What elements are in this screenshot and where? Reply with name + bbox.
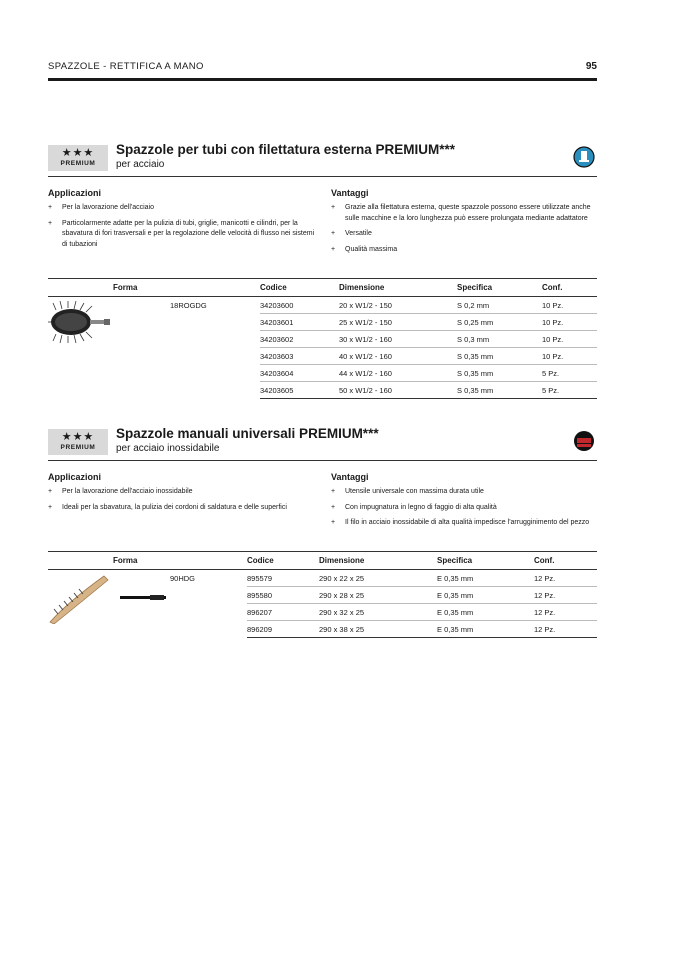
list-item: + Utensile universale con massima durata utile: [331, 487, 601, 498]
header-title: SPAZZOLE - RETTIFICA A MANO: [48, 61, 204, 72]
product-section-hand-brushes: [48, 424, 597, 644]
premium-badge: ★★★ PREMIUM: [48, 429, 108, 455]
table-row: 896209 290 x 38 x 25 E 0,35 mm 12 Pz.: [48, 621, 597, 638]
pipe-material-icon: [573, 146, 595, 168]
section-title: Spazzole per tubi con filettatura esterna PREMIUM***: [116, 142, 456, 157]
table-row: 90HDG 895579 290 x 22 x 25 E 0,35 mm 12 Pz.: [48, 570, 597, 587]
pipe-brush-image: [48, 300, 112, 344]
table-row: 34203605 50 x W1/2 - 160 S 0,35 mm 5 Pz.: [48, 382, 597, 399]
col-header-specifica: Specifica: [457, 279, 542, 297]
header-rule: [48, 78, 597, 81]
list-item: + Grazie alla filettatura esterna, queste spazzole possono essere utilizzate anche sulle macchine e la loro lunghezza può essere prolungata mediante adattatore: [331, 203, 601, 224]
inox-material-icon: [573, 430, 595, 452]
vantaggi-block: [331, 472, 601, 534]
list-item: + Con impugnatura in legno di faggio di alta qualità: [331, 503, 601, 514]
table-row: 34203602 30 x W1/2 - 160 S 0,3 mm 10 Pz.: [48, 331, 597, 348]
col-header-conf: Conf.: [542, 279, 597, 297]
section-rule: [48, 460, 597, 461]
list-item: + Particolarmente adatte per la pulizia di tubi, griglie, manicotti e cilindri, per la sbavatura di fori trasversali e per la regolazione delle velocità di flusso nei sistemi di tubazioni: [48, 219, 318, 251]
list-item: + Per la lavorazione dell'acciaio: [48, 203, 318, 214]
section-subtitle: per acciaio: [116, 159, 165, 170]
stars-icon: ★★★: [61, 431, 95, 443]
list-item: + Qualità massima: [331, 245, 601, 256]
section-rule: [48, 176, 597, 177]
model-code: 18ROGDG: [170, 301, 207, 310]
table-row: 896207 290 x 32 x 25 E 0,35 mm 12 Pz.: [48, 604, 597, 621]
vantaggi-title: Vantaggi: [331, 472, 369, 482]
product-table: [48, 551, 597, 638]
section-title: Spazzole manuali universali PREMIUM***: [116, 426, 379, 441]
applicazioni-title: Applicazioni: [48, 472, 102, 482]
stars-icon: ★★★: [61, 147, 95, 159]
col-header-forma: Forma: [48, 552, 247, 570]
product-table: [48, 278, 597, 399]
col-header-forma: Forma: [48, 279, 260, 297]
col-header-specifica: Specifica: [437, 552, 534, 570]
vantaggi-block: [331, 188, 601, 260]
applicazioni-title: Applicazioni: [48, 188, 102, 198]
product-section-pipe-brushes: [48, 140, 597, 400]
table-row: 895580 290 x 28 x 25 E 0,35 mm 12 Pz.: [48, 587, 597, 604]
vantaggi-title: Vantaggi: [331, 188, 369, 198]
table-row: 34203603 40 x W1/2 - 160 S 0,35 mm 10 Pz.: [48, 348, 597, 365]
list-item: + Ideali per la sbavatura, la pulizia dei cordoni di saldatura e delle superfici: [48, 503, 318, 514]
premium-badge: ★★★ PREMIUM: [48, 145, 108, 171]
page-header: [48, 61, 597, 81]
applicazioni-block: [48, 188, 318, 255]
model-code: 90HDG: [170, 574, 196, 583]
hand-brush-image: [48, 572, 168, 624]
col-header-dimensione: Dimensione: [339, 279, 457, 297]
col-header-dimensione: Dimensione: [319, 552, 437, 570]
applicazioni-block: [48, 472, 318, 518]
page-number: 95: [585, 61, 597, 72]
table-row: 18ROGDG 34203600 20 x W1/2 - 150 S 0,2 mm 10 Pz.: [48, 297, 597, 314]
table-row: 34203601 25 x W1/2 - 150 S 0,25 mm 10 Pz.: [48, 314, 597, 331]
list-item: + Versatile: [331, 229, 601, 240]
col-header-conf: Conf.: [534, 552, 597, 570]
col-header-codice: Codice: [260, 279, 339, 297]
list-item: + Il filo in acciaio inossidabile di alta qualità impedisce l'arrugginimento del pezzo: [331, 518, 601, 529]
col-header-codice: Codice: [247, 552, 319, 570]
table-row: 34203604 44 x W1/2 - 160 S 0,35 mm 5 Pz.: [48, 365, 597, 382]
section-subtitle: per acciaio inossidabile: [116, 443, 220, 454]
list-item: + Per la lavorazione dell'acciaio inossidabile: [48, 487, 318, 498]
